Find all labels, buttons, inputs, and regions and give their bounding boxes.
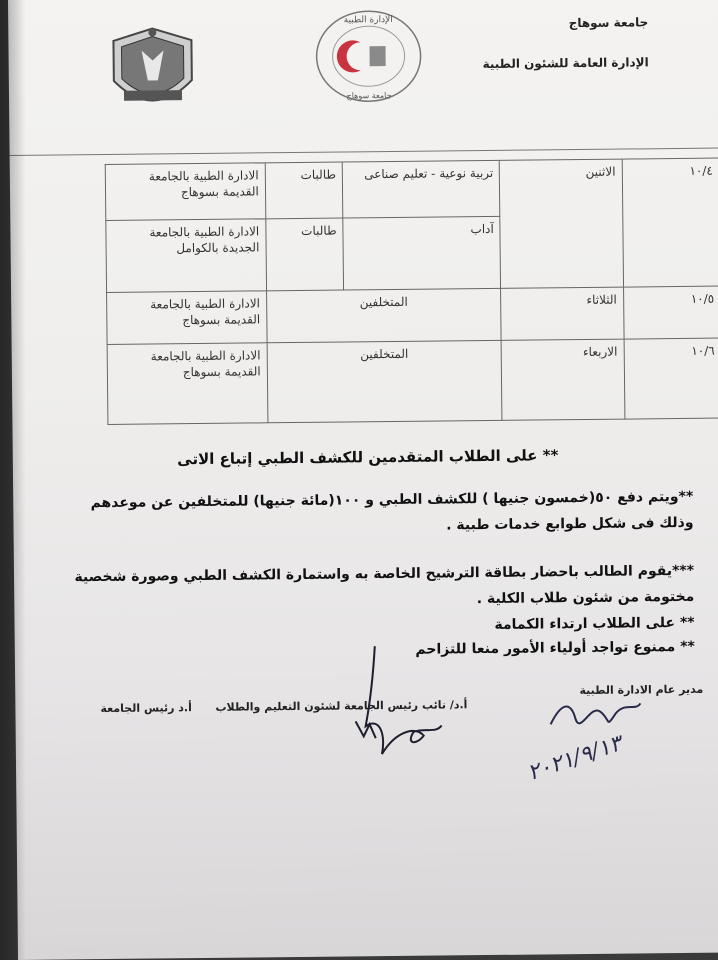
seal-text-top: الإدارة الطبية [343, 14, 393, 26]
date-cell: ١٠/٥ [623, 286, 718, 339]
day-cell: الاربعاء [501, 339, 624, 420]
documents-note-line1: ***يقوم الطالب باحضار بطاقة الترشيح الخاصة به واستمارة الكشف الطبي وصورة شخصية [74, 562, 695, 586]
faculty-cell: تربية نوعية - تعليم صناعى [342, 160, 500, 218]
day-cell: الثلاثاء [501, 287, 624, 340]
guardians-note: ** ممنوع تواجد أولياء الأمور منعا للتزاحم [415, 638, 695, 658]
mask-note: ** على الطلاب ارتداء الكمامة [494, 614, 695, 633]
gender-cell: طالبات [265, 162, 343, 219]
date-cell: ١٠/٦ [624, 338, 718, 419]
header-divider [10, 148, 718, 156]
day-cell: الاثنين [500, 159, 624, 288]
university-logo-icon [103, 20, 202, 117]
medical-director-title: مدير عام الادارة الطبية [579, 682, 704, 698]
faculty-cell: آداب [343, 216, 501, 290]
fee-note-line1: **ويتم دفع ٥٠(خمسون جنيها ) للكشف الطبي و ١٠٠(مائة جنيها) للمتخلفين عن موعدهم [90, 488, 694, 512]
document-page [8, 0, 718, 960]
medical-director-signature-icon [540, 683, 651, 744]
exam-schedule-table [105, 158, 718, 425]
date-cell: ١٠/٤ [622, 158, 718, 287]
fee-note-line2: وذلك فى شكل طوابع خدمات طبية . [446, 514, 694, 534]
faculty-cell: المتخلفين [266, 288, 501, 342]
medical-administration-seal-icon [313, 8, 424, 105]
vice-president-title: أ.د/ نائب رئيس الجامعة لشئون التعليم والطلاب [215, 698, 468, 714]
location-cell: الادارة الطبية بالجامعة القديمة بسوهاج [107, 343, 268, 425]
location-cell: الادارة الطبية بالجامعة القديمة بسوهاج [107, 291, 267, 345]
president-title: أ.د رئيس الجامعة [100, 701, 192, 716]
instructions-heading: ** على الطلاب المتقدمين للكشف الطبي إتباع الاتى [177, 446, 559, 469]
page-edge-shadow [0, 0, 26, 960]
location-cell: الادارة الطبية بالجامعة الجديدة بالكوامل [106, 219, 267, 293]
gender-cell: طالبات [266, 218, 344, 291]
department-name: الإدارة العامة للشئون الطبية [482, 55, 649, 72]
handwritten-date: ٢٠٢١/٩/١٣ [524, 731, 625, 787]
documents-note-line2: مختومة من شئون طلاب الكلية . [476, 588, 695, 608]
table-row [107, 286, 718, 344]
location-cell: الادارة الطبية بالجامعة القديمة بسوهاج [105, 163, 265, 221]
faculty-cell: المتخلفين [267, 340, 502, 422]
university-name: جامعة سوهاج [568, 15, 649, 31]
table-row [105, 158, 718, 220]
seal-text-bottom: جامعة سوهاج [346, 90, 392, 101]
vice-president-signature-icon [345, 635, 457, 786]
table-row [107, 338, 718, 424]
